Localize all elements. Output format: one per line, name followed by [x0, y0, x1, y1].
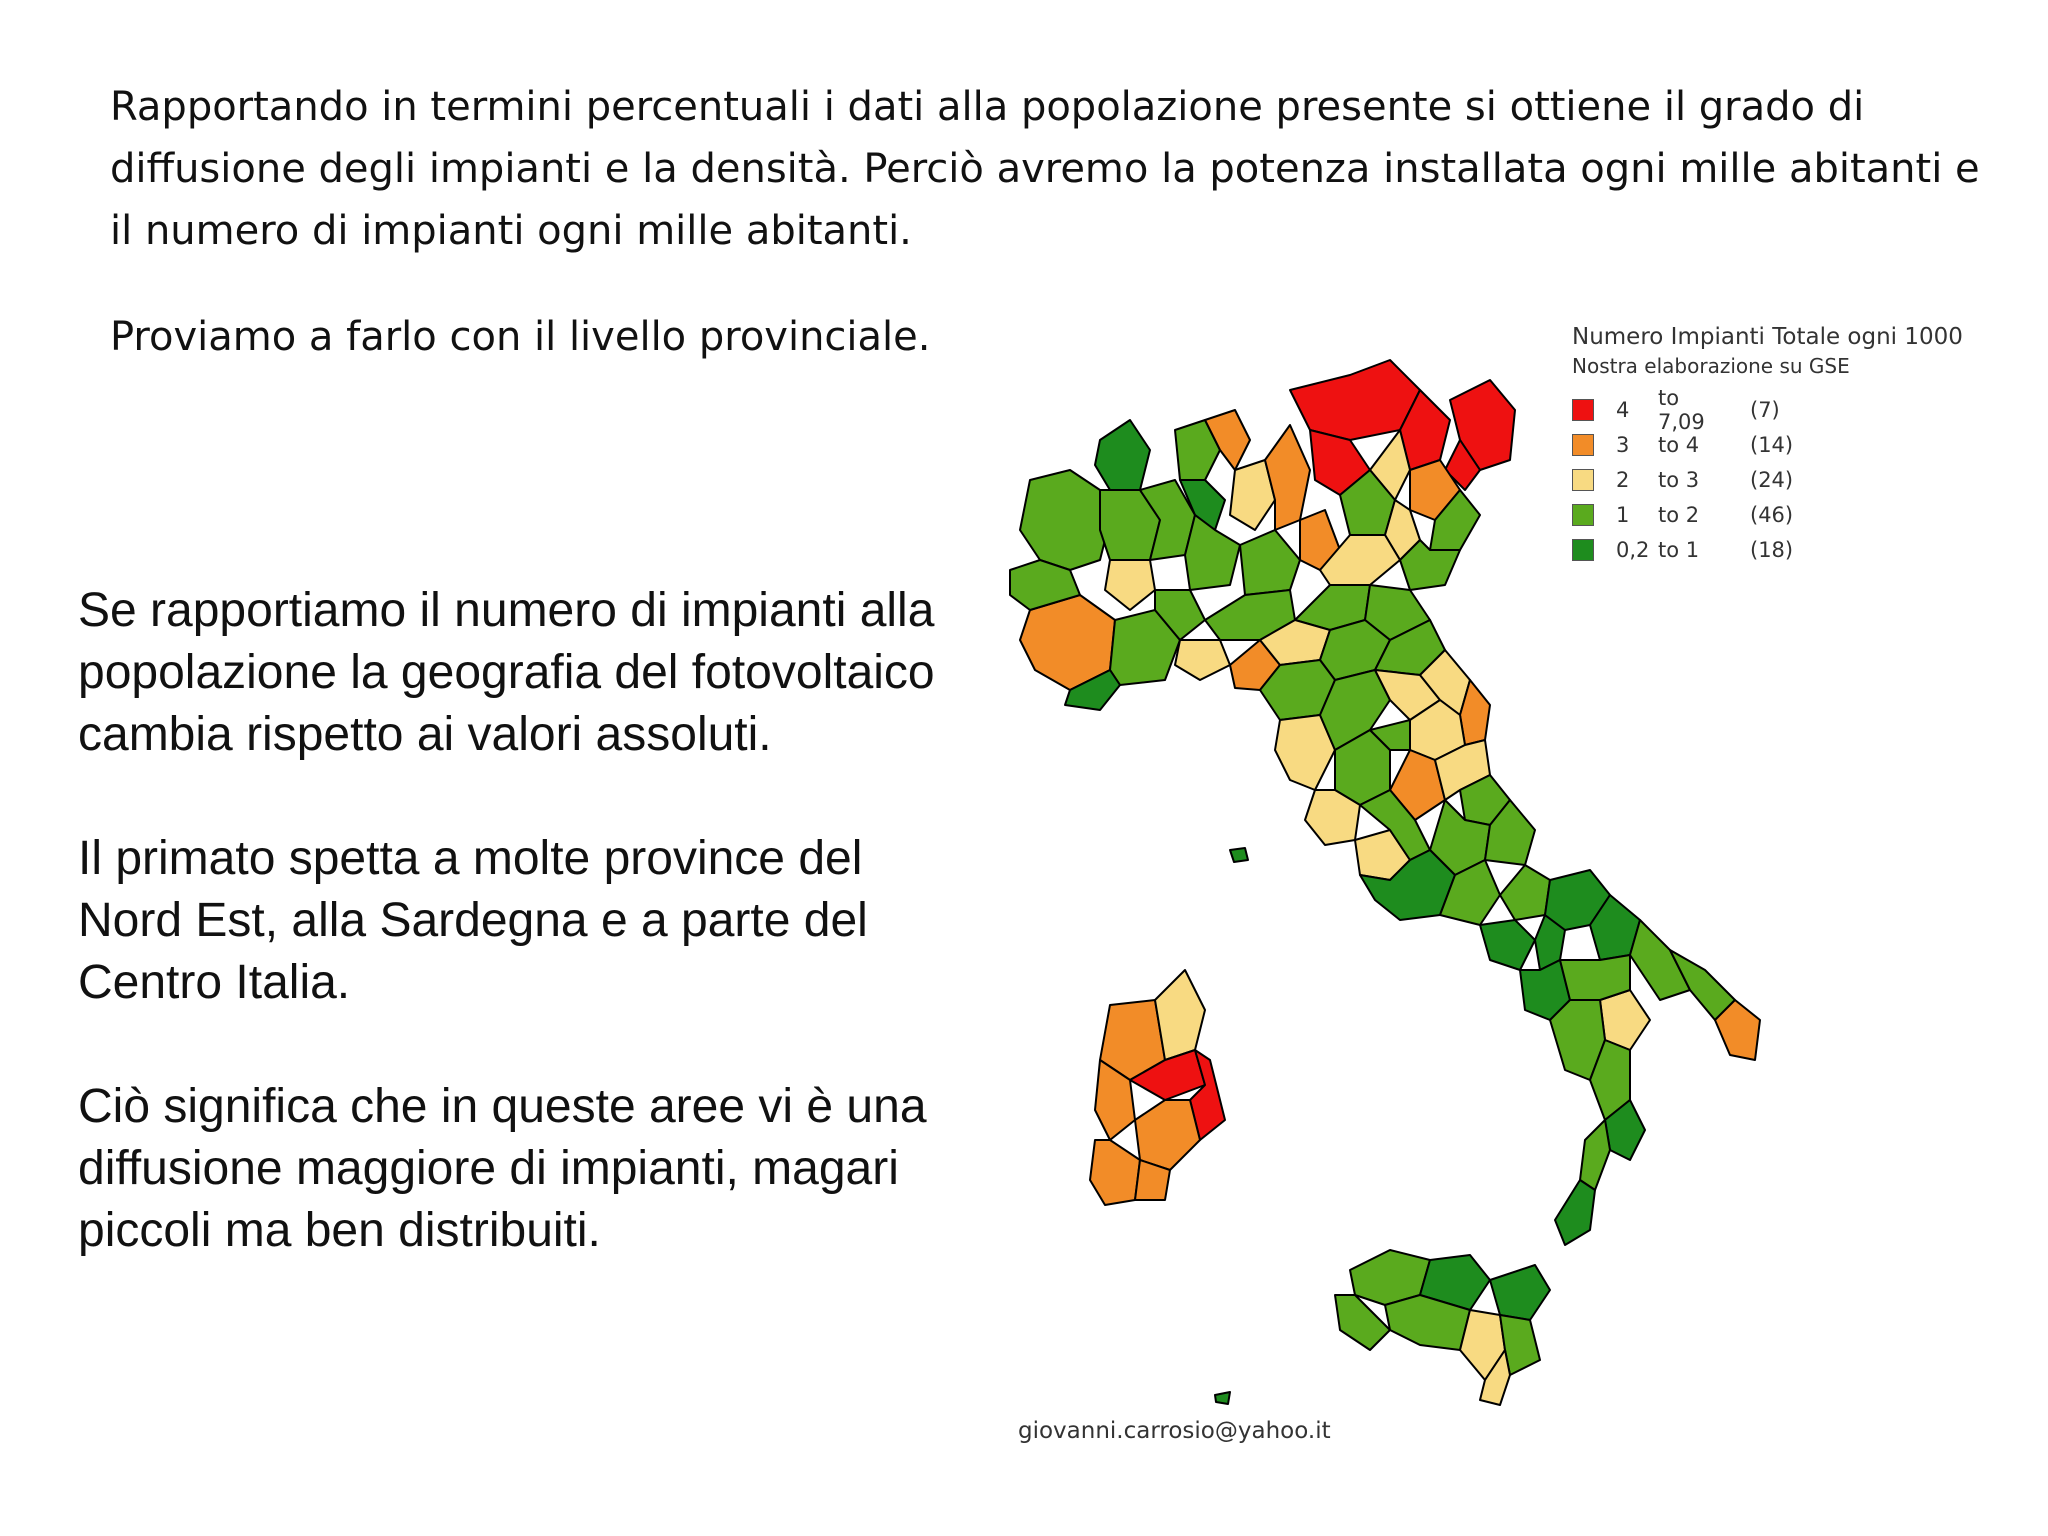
- intro-paragraph: Rapportando in termini percentuali i dati alla popolazione presente si ottiene il grado di diffusione degli impianti e la densità. Perciò avremo la potenza installata ogni mille abitanti e il numero di impianti ogni mille abitanti.: [110, 84, 1980, 254]
- legend-swatch: [1572, 539, 1594, 561]
- legend-count: (7): [1750, 397, 1780, 422]
- legend-high: to 2: [1658, 502, 1700, 527]
- legend-count: (46): [1750, 502, 1794, 527]
- province: [1480, 920, 1535, 970]
- province: [1215, 1392, 1230, 1404]
- province: [1175, 640, 1230, 680]
- legend-subtitle: Nostra elaborazione su GSE: [1572, 354, 1850, 378]
- legend-count: (24): [1750, 467, 1794, 492]
- legend-low: 0,2: [1616, 537, 1650, 562]
- legend-item: [1572, 427, 2002, 462]
- legend-high: to 7,09: [1658, 385, 1705, 434]
- province: [1155, 970, 1205, 1060]
- province: [1500, 865, 1550, 920]
- body-paragraph: Il primato spetta a molte province del Nord Est, alla Sardegna e a parte del Centro Italia.: [78, 832, 868, 1009]
- legend-item: [1572, 385, 2002, 434]
- legend-rows: [1572, 385, 2002, 567]
- province: [1555, 1180, 1595, 1245]
- legend-high: to 1: [1658, 537, 1700, 562]
- intro-paragraph: Proviamo a farlo con il livello provinciale.: [110, 314, 931, 360]
- legend-swatch: [1572, 469, 1594, 491]
- legend-low: 3: [1616, 432, 1630, 457]
- legend-high: to 3: [1658, 467, 1700, 492]
- legend-title: Numero Impianti Totale ogni 1000: [1572, 324, 1963, 350]
- body-text: [78, 580, 938, 1324]
- legend-item: [1572, 497, 2002, 532]
- legend-item: [1572, 462, 2002, 497]
- province: [1135, 1100, 1200, 1170]
- legend-swatch: [1572, 399, 1594, 421]
- legend-low: 2: [1616, 467, 1630, 492]
- province: [1265, 425, 1310, 530]
- province: [1490, 1265, 1550, 1320]
- legend-swatch: [1572, 434, 1594, 456]
- province: [1105, 560, 1155, 610]
- province: [1090, 1140, 1140, 1205]
- legend-count: (14): [1750, 432, 1794, 457]
- province: [1230, 848, 1248, 862]
- province: [1560, 955, 1630, 1000]
- legend-low: 1: [1616, 502, 1630, 527]
- body-paragraph: Ciò significa che in queste aree vi è una diffusione maggiore di impianti, magari piccoli ma ben distribuiti.: [78, 1080, 927, 1257]
- legend-count: (18): [1750, 537, 1794, 562]
- legend-high: to 4: [1658, 432, 1700, 457]
- map-legend: [1572, 322, 2002, 567]
- legend-swatch: [1572, 504, 1594, 526]
- province: [1580, 1120, 1610, 1190]
- province: [1095, 420, 1150, 490]
- province: [1240, 530, 1300, 595]
- legend-item: [1572, 532, 2002, 567]
- body-paragraph: Se rapportiamo il numero di impianti alla popolazione la geografia del fotovoltaico cambia rispetto ai valori assoluti.: [78, 584, 935, 761]
- author-email: giovanni.carrosio@yahoo.it: [1018, 1418, 1331, 1444]
- legend-low: 4: [1616, 397, 1630, 422]
- province: [1020, 470, 1110, 570]
